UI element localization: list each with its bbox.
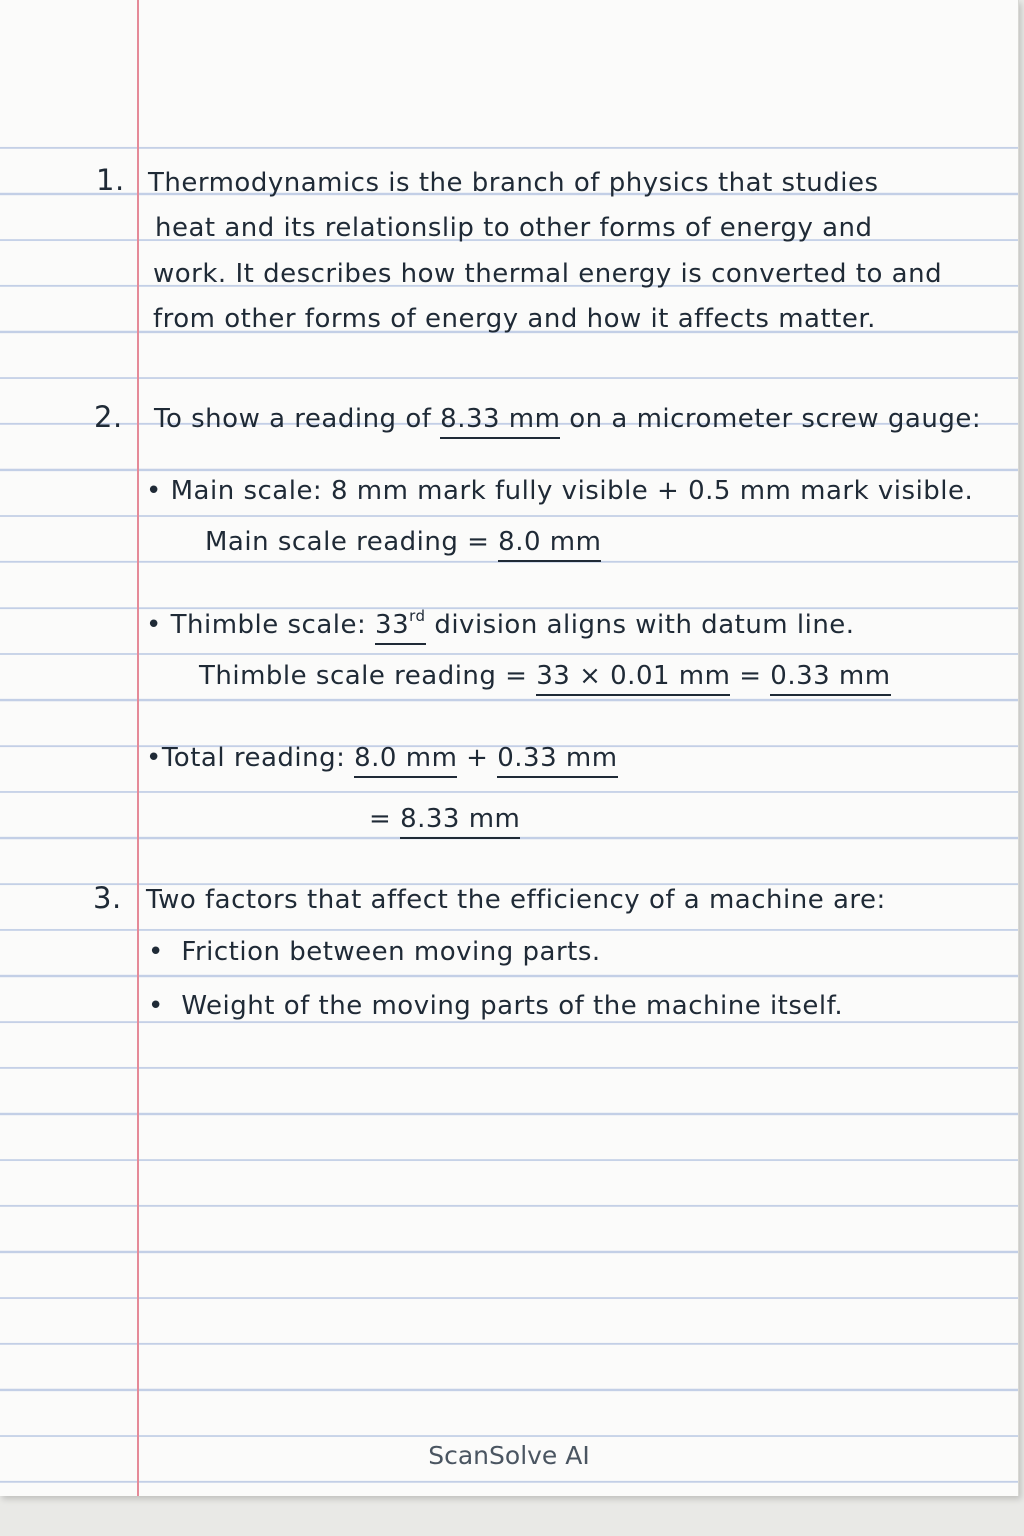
total-reading-label: Total reading: <box>161 743 346 773</box>
q1-line-3: work. It describes how thermal energy is converted to and <box>153 259 943 289</box>
bullet: • <box>148 937 164 967</box>
plus-sign: + <box>466 743 489 773</box>
q2-intro-prefix: To show a reading of <box>154 404 432 434</box>
footer-brand: ScanSolve AI <box>428 1441 590 1470</box>
q1-line-4: from other forms of energy and how it affects matter. <box>153 304 876 334</box>
bullet: • <box>146 610 162 640</box>
page-header-area <box>0 0 1018 146</box>
thimble-scale-prefix: Thimble scale: <box>170 610 367 640</box>
total-value-a: 8.0 mm <box>354 743 457 778</box>
thimble-division <box>375 607 426 645</box>
q3-item-2-text: Weight of the moving parts of the machine itself. <box>181 991 844 1021</box>
bullet: • <box>146 476 162 506</box>
total-result: 8.33 mm <box>400 804 520 839</box>
equals-sign: = <box>739 661 762 691</box>
bullet: • <box>148 991 164 1021</box>
q3-number: 3. <box>93 881 122 915</box>
main-scale-text: Main scale: 8 mm mark fully visible + 0.5 mm mark visible. <box>170 476 974 506</box>
q2-intro <box>154 406 981 432</box>
q3-item-2 <box>148 993 843 1019</box>
main-scale-reading <box>205 529 601 555</box>
main-scale-reading-value: 8.0 mm <box>498 527 601 562</box>
bullet: • <box>146 743 162 773</box>
thimble-scale-suffix: division aligns with datum line. <box>434 610 855 640</box>
q3-item-1 <box>148 939 601 965</box>
q3-item-1-text: Friction between moving parts. <box>181 937 601 967</box>
q2-number: 2. <box>94 400 123 434</box>
q3-intro: Two factors that affect the efficiency of a machine are: <box>146 885 886 915</box>
total-value-b: 0.33 mm <box>497 743 617 778</box>
q1-number: 1. <box>96 163 125 197</box>
thimble-division-number: 33 <box>375 610 410 640</box>
q1-line-2: heat and its relationslip to other forms of energy and <box>155 213 873 243</box>
main-scale-line <box>146 478 973 504</box>
thimble-division-suffix: rd <box>409 607 426 625</box>
thimble-reading-label: Thimble scale reading = <box>199 661 528 691</box>
main-scale-reading-label: Main scale reading = <box>205 527 490 557</box>
thimble-calc: 33 × 0.01 mm <box>536 661 730 696</box>
thimble-scale-line <box>146 607 855 640</box>
total-result-line <box>369 806 520 832</box>
q2-intro-value: 8.33 mm <box>440 404 560 439</box>
total-reading-line <box>146 745 618 771</box>
thimble-scale-reading <box>199 663 891 689</box>
equals-sign: = <box>369 804 392 834</box>
margin-line <box>137 0 139 1496</box>
thimble-reading-value: 0.33 mm <box>770 661 890 696</box>
q1-line-1: Thermodynamics is the branch of physics that studies <box>148 168 879 198</box>
q2-intro-suffix: on a micrometer screw gauge: <box>569 404 982 434</box>
